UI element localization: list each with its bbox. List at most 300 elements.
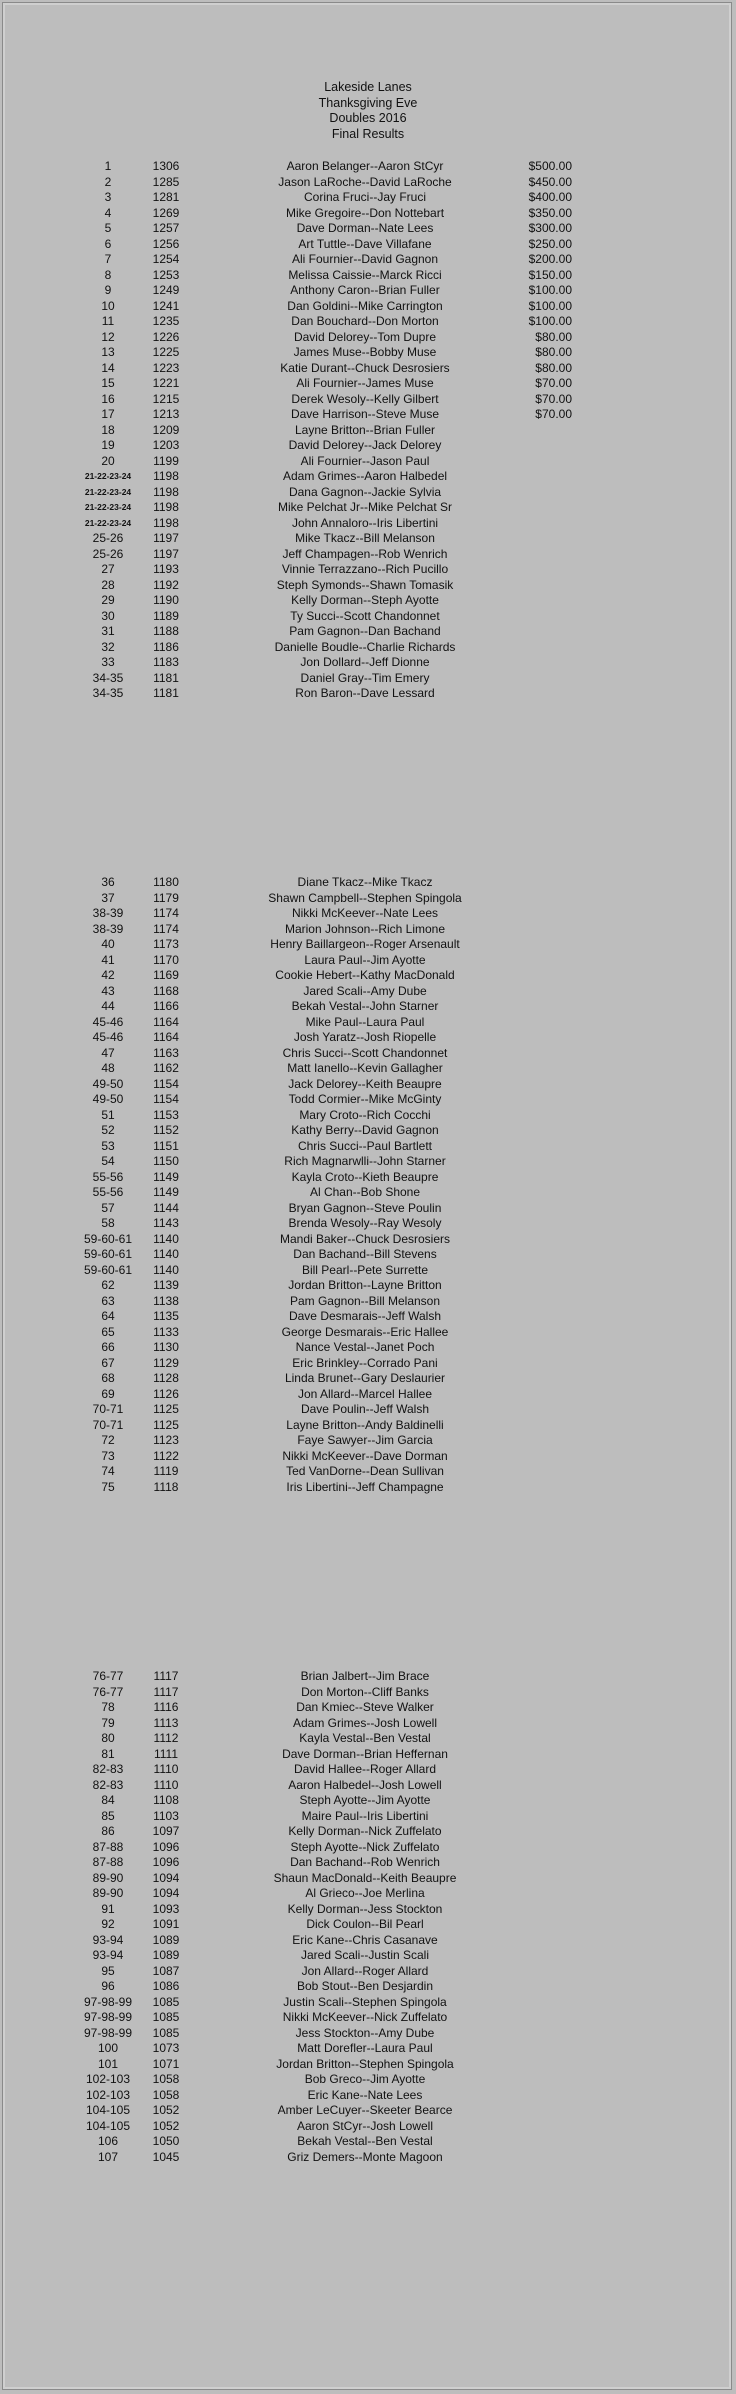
venue-name: Lakeside Lanes — [324, 80, 412, 94]
score-cell: 1162 — [153, 1061, 179, 1075]
place-cell: 41 — [101, 952, 115, 967]
result-row — [0, 953, 736, 969]
score-cell: 1306 — [152, 159, 180, 173]
place-cell: 21-22-23-24 — [84, 502, 132, 512]
place-cell: 65 — [101, 1324, 115, 1339]
place-cell: 102-103 — [85, 2087, 131, 2102]
score-cell: 1058 — [152, 2087, 180, 2102]
score-cell: 1198 — [153, 469, 179, 483]
place-cell: 58 — [101, 1216, 115, 1230]
team-names-cell: Bob Stout--Ben Desjardin — [296, 1979, 434, 1993]
result-row — [0, 547, 736, 563]
place-cell: 40 — [101, 937, 115, 951]
place-cell: 67 — [101, 1355, 115, 1370]
team-names-cell: Adam Grimes--Josh Lowell — [292, 1715, 438, 1730]
result-row — [0, 1824, 736, 1840]
result-row — [0, 1356, 736, 1372]
team-names-cell: Jeff Champagen--Rob Wenrich — [282, 546, 448, 561]
score-cell: 1188 — [153, 624, 179, 638]
team-names-cell: Mike Tkacz--Bill Melanson — [295, 531, 435, 545]
result-row — [0, 485, 736, 501]
score-cell: 1110 — [153, 1762, 179, 1776]
score-cell: 1125 — [153, 1402, 179, 1416]
result-row — [0, 1185, 736, 1201]
team-names-cell: Kelly Dorman--Nick Zuffelato — [288, 1824, 442, 1838]
score-cell: 1045 — [152, 2149, 180, 2164]
team-names-cell: Danielle Boudle--Charlie Richards — [274, 639, 456, 654]
score-cell: 1085 — [152, 2025, 180, 2040]
place-cell: 78 — [101, 1700, 115, 1714]
team-names-cell: Dick Coulon--Bil Pearl — [306, 1917, 424, 1931]
score-cell: 1197 — [153, 531, 179, 545]
place-cell: 66 — [101, 1340, 115, 1354]
place-cell: 12 — [101, 329, 115, 344]
result-row — [0, 2150, 736, 2166]
team-names-cell: Katie Durant--Chuck Desrosiers — [280, 360, 450, 375]
result-row — [0, 1700, 736, 1716]
score-cell: 1089 — [152, 1932, 180, 1947]
place-cell: 80 — [101, 1731, 115, 1745]
place-cell: 3 — [104, 190, 112, 204]
place-cell: 55-56 — [92, 1169, 124, 1184]
result-row — [0, 1948, 736, 1964]
score-cell: 1285 — [152, 174, 180, 189]
place-cell: 36 — [101, 875, 115, 889]
score-cell: 1133 — [153, 1324, 179, 1339]
place-cell: 64 — [101, 1309, 115, 1323]
result-row — [0, 1278, 736, 1294]
result-row — [0, 1793, 736, 1809]
result-row — [0, 1030, 736, 1046]
result-row — [0, 1154, 736, 1170]
result-row — [0, 376, 736, 392]
score-cell: 1198 — [153, 500, 179, 514]
team-names-cell: Ron Baron--Dave Lessard — [295, 686, 435, 700]
team-names-cell: Ty Succi--Scott Chandonnet — [290, 608, 440, 623]
score-cell: 1113 — [153, 1715, 179, 1730]
result-row — [0, 906, 736, 922]
place-cell: 63 — [101, 1293, 115, 1308]
score-cell: 1143 — [153, 1216, 179, 1230]
team-names-cell: Jordan Britton--Stephen Spingola — [276, 2056, 454, 2071]
place-cell: 68 — [101, 1371, 115, 1385]
place-cell: 54 — [101, 1154, 115, 1168]
result-row — [0, 206, 736, 222]
place-cell: 82-83 — [92, 1762, 124, 1776]
place-cell: 38-39 — [92, 921, 124, 936]
team-names-cell: Pam Gagnon--Bill Melanson — [289, 1293, 441, 1308]
place-cell: 5 — [104, 221, 112, 235]
score-cell: 1189 — [153, 608, 179, 623]
team-names-cell: Aaron StCyr--Josh Lowell — [296, 2118, 434, 2133]
score-cell: 1122 — [153, 1448, 179, 1463]
team-names-cell: Nikki McKeever--Dave Dorman — [282, 1448, 448, 1463]
place-cell: 49-50 — [92, 1076, 124, 1091]
result-row — [0, 1902, 736, 1918]
place-cell: 100 — [97, 2041, 119, 2055]
place-cell: 21-22-23-24 — [84, 486, 132, 497]
place-cell: 91 — [101, 1901, 115, 1916]
score-cell: 1097 — [152, 1824, 180, 1838]
team-names-cell: Dan Bachand--Bill Stevens — [293, 1247, 437, 1261]
score-cell: 1087 — [152, 1963, 180, 1978]
score-cell: 1050 — [152, 2134, 180, 2148]
place-cell: 76-77 — [92, 1684, 124, 1699]
team-names-cell: Jordan Britton--Layne Britton — [288, 1278, 442, 1292]
result-row — [0, 1747, 736, 1763]
place-cell: 48 — [101, 1061, 115, 1075]
place-cell: 59-60-61 — [83, 1231, 133, 1246]
result-row — [0, 1015, 736, 1031]
team-names-cell: Bryan Gagnon--Steve Poulin — [288, 1200, 442, 1215]
place-cell: 87-88 — [92, 1855, 124, 1869]
score-cell: 1281 — [152, 190, 180, 204]
result-row — [0, 1387, 736, 1403]
prize-cell: $100.00 — [528, 283, 572, 297]
team-names-cell: Griz Demers--Monte Magoon — [287, 2149, 443, 2164]
place-cell: 70-71 — [92, 1402, 124, 1416]
team-names-cell: Dan Bouchard--Don Morton — [291, 314, 439, 328]
score-cell: 1235 — [152, 314, 180, 328]
prize-cell: $250.00 — [528, 236, 572, 251]
result-row — [0, 1464, 736, 1480]
result-row — [0, 531, 736, 547]
place-cell: 10 — [101, 298, 115, 313]
score-cell: 1118 — [153, 1479, 179, 1494]
result-row — [0, 1201, 736, 1217]
score-cell: 1138 — [153, 1293, 179, 1308]
result-row — [0, 624, 736, 640]
result-row — [0, 361, 736, 377]
result-row — [0, 2134, 736, 2150]
result-row — [0, 175, 736, 191]
team-names-cell: Adam Grimes--Aaron Halbedel — [282, 469, 448, 483]
team-names-cell: Shaun MacDonald--Keith Beaupre — [273, 1870, 457, 1885]
result-row — [0, 2072, 736, 2088]
place-cell: 97-98-99 — [83, 2010, 133, 2024]
score-cell: 1183 — [153, 655, 179, 669]
team-names-cell: Don Morton--Cliff Banks — [301, 1684, 429, 1699]
result-row — [0, 578, 736, 594]
result-row — [0, 283, 736, 299]
place-cell: 1 — [104, 159, 112, 173]
score-cell: 1112 — [153, 1731, 179, 1745]
score-cell: 1085 — [152, 2010, 180, 2024]
result-row — [0, 330, 736, 346]
place-cell: 20 — [101, 453, 115, 468]
result-row — [0, 252, 736, 268]
place-cell: 106 — [97, 2134, 119, 2148]
place-cell: 8 — [104, 267, 112, 282]
place-cell: 34-35 — [92, 670, 124, 685]
place-cell: 53 — [101, 1138, 115, 1153]
place-cell: 42 — [101, 968, 115, 982]
place-cell: 2 — [104, 174, 112, 189]
result-row — [0, 1139, 736, 1155]
score-cell: 1150 — [153, 1154, 179, 1168]
result-row — [0, 1809, 736, 1825]
result-row — [0, 454, 736, 470]
result-row — [0, 891, 736, 907]
team-names-cell: Dave Dorman--Brian Heffernan — [282, 1746, 448, 1761]
result-row — [0, 562, 736, 578]
score-cell: 1192 — [153, 577, 179, 592]
score-cell: 1213 — [152, 407, 180, 421]
score-cell: 1058 — [152, 2072, 180, 2086]
result-row — [0, 1216, 736, 1232]
result-row — [0, 1917, 736, 1933]
score-cell: 1186 — [153, 639, 179, 654]
result-row — [0, 1840, 736, 1856]
team-names-cell: Derek Wesoly--Kelly Gilbert — [291, 391, 439, 406]
result-row — [0, 2041, 736, 2057]
team-names-cell: Linda Brunet--Gary Deslaurier — [284, 1371, 446, 1385]
event-year: Doubles 2016 — [329, 111, 407, 125]
place-cell: 69 — [101, 1386, 115, 1401]
score-cell: 1199 — [153, 453, 179, 468]
result-row — [0, 159, 736, 175]
team-names-cell: Laura Paul--Jim Ayotte — [304, 952, 426, 967]
result-row — [0, 221, 736, 237]
result-row — [0, 2010, 736, 2026]
score-cell: 1226 — [152, 329, 180, 344]
score-cell: 1256 — [152, 236, 180, 251]
score-cell: 1181 — [153, 686, 179, 700]
result-row — [0, 968, 736, 984]
results-block-3 — [0, 1669, 736, 2165]
place-cell: 49-50 — [92, 1092, 124, 1106]
place-cell: 45-46 — [92, 1014, 124, 1029]
team-names-cell: Dave Poulin--Jeff Walsh — [300, 1402, 430, 1416]
result-row — [0, 1170, 736, 1186]
team-names-cell: Steph Ayotte--Jim Ayotte — [299, 1793, 431, 1807]
score-cell: 1164 — [153, 1014, 179, 1029]
place-cell: 82-83 — [92, 1777, 124, 1792]
result-row — [0, 1716, 736, 1732]
results-block-1 — [0, 159, 736, 702]
team-names-cell: Jared Scali--Amy Dube — [303, 983, 427, 998]
score-cell: 1241 — [152, 298, 180, 313]
place-cell: 89-90 — [92, 1886, 124, 1900]
team-names-cell: Mike Gregoire--Don Nottebart — [285, 205, 445, 220]
team-names-cell: James Muse--Bobby Muse — [293, 345, 437, 359]
score-cell: 1168 — [153, 983, 179, 998]
team-names-cell: Dan Goldini--Mike Carrington — [287, 298, 443, 313]
place-cell: 74 — [101, 1464, 115, 1478]
place-cell: 73 — [101, 1448, 115, 1463]
place-cell: 17 — [101, 407, 115, 421]
score-cell: 1170 — [153, 952, 179, 967]
result-row — [0, 407, 736, 423]
score-cell: 1052 — [152, 2118, 180, 2133]
team-names-cell: Kayla Vestal--Ben Vestal — [299, 1731, 431, 1745]
result-row — [0, 423, 736, 439]
result-row — [0, 2088, 736, 2104]
team-names-cell: Jess Stockton--Amy Dube — [295, 2025, 435, 2040]
team-names-cell: Henry Baillargeon--Roger Arsenault — [270, 937, 460, 951]
event-name: Thanksgiving Eve — [318, 95, 418, 110]
place-cell: 81 — [101, 1746, 115, 1761]
score-cell: 1180 — [153, 875, 179, 889]
place-cell: 38-39 — [92, 906, 124, 920]
result-row — [0, 1418, 736, 1434]
score-cell: 1169 — [153, 968, 179, 982]
team-names-cell: Faye Sawyer--Jim Garcia — [297, 1433, 433, 1447]
place-cell: 79 — [101, 1715, 115, 1730]
score-cell: 1225 — [152, 345, 180, 359]
score-cell: 1125 — [153, 1417, 179, 1432]
team-names-cell: Steph Symonds--Shawn Tomasik — [276, 577, 454, 592]
team-names-cell: Todd Cormier--Mike McGinty — [288, 1092, 442, 1106]
score-cell: 1091 — [152, 1917, 180, 1931]
team-names-cell: Marion Johnson--Rich Limone — [284, 921, 446, 936]
team-names-cell: Kathy Berry--David Gagnon — [291, 1123, 439, 1137]
score-cell: 1130 — [153, 1340, 179, 1354]
score-cell: 1117 — [153, 1669, 179, 1683]
prize-cell: $70.00 — [535, 376, 572, 390]
result-row — [0, 1762, 736, 1778]
score-cell: 1071 — [152, 2056, 180, 2071]
prize-cell: $70.00 — [535, 391, 572, 406]
team-names-cell: George Desmarais--Eric Hallee — [281, 1324, 449, 1339]
team-names-cell: Bill Pearl--Pete Surrette — [301, 1262, 429, 1277]
prize-cell: $100.00 — [528, 298, 572, 313]
score-cell: 1149 — [153, 1185, 179, 1199]
place-cell: 62 — [101, 1278, 115, 1292]
prize-cell: $150.00 — [528, 267, 572, 282]
place-cell: 97-98-99 — [83, 1994, 133, 2009]
result-row — [0, 392, 736, 408]
team-names-cell: Dave Dorman--Nate Lees — [296, 221, 434, 235]
place-cell: 34-35 — [92, 686, 124, 700]
team-names-cell: Pam Gagnon--Dan Bachand — [289, 624, 441, 638]
team-names-cell: David Delorey--Tom Dupre — [293, 329, 437, 344]
team-names-cell: Nikki McKeever--Nate Lees — [291, 906, 439, 920]
score-cell: 1052 — [152, 2103, 180, 2117]
result-row — [0, 1092, 736, 1108]
score-cell: 1152 — [153, 1123, 179, 1137]
result-row — [0, 1108, 736, 1124]
result-row — [0, 268, 736, 284]
score-cell: 1093 — [152, 1901, 180, 1916]
place-cell: 76-77 — [92, 1669, 124, 1683]
score-cell: 1223 — [152, 360, 180, 375]
result-row — [0, 190, 736, 206]
result-row — [0, 1263, 736, 1279]
prize-cell: $400.00 — [528, 190, 572, 204]
score-cell: 1181 — [153, 670, 179, 685]
score-cell: 1089 — [152, 1948, 180, 1962]
place-cell: 25-26 — [92, 531, 124, 545]
result-row — [0, 1933, 736, 1949]
team-names-cell: Justin Scali--Stephen Spingola — [283, 1994, 447, 2009]
result-row — [0, 655, 736, 671]
prize-cell: $450.00 — [528, 174, 572, 189]
result-row — [0, 1247, 736, 1263]
result-row — [0, 1995, 736, 2011]
team-names-cell: Melissa Caissie--Marck Ricci — [288, 267, 442, 282]
result-row — [0, 640, 736, 656]
place-cell: 37 — [101, 890, 115, 905]
team-names-cell: Kayla Croto--Kieth Beaupre — [291, 1169, 439, 1184]
place-cell: 84 — [101, 1793, 115, 1807]
team-names-cell: Bekah Vestal--Ben Vestal — [297, 2134, 433, 2148]
result-row — [0, 1402, 736, 1418]
result-row — [0, 686, 736, 702]
score-cell: 1119 — [153, 1464, 179, 1478]
team-names-cell: Aaron Belanger--Aaron StCyr — [286, 159, 444, 173]
place-cell: 14 — [101, 360, 115, 375]
place-cell: 93-94 — [92, 1932, 124, 1947]
place-cell: 92 — [101, 1917, 115, 1931]
team-names-cell: Anthony Caron--Brian Fuller — [290, 283, 440, 297]
result-row — [0, 1061, 736, 1077]
place-cell: 31 — [101, 624, 115, 638]
result-row — [0, 1433, 736, 1449]
team-names-cell: Jack Delorey--Keith Beaupre — [288, 1076, 442, 1091]
place-cell: 9 — [104, 283, 112, 297]
team-names-cell: Bekah Vestal--John Starner — [291, 999, 439, 1013]
result-row — [0, 1855, 736, 1871]
result-row — [0, 314, 736, 330]
score-cell: 1117 — [153, 1684, 179, 1699]
place-cell: 59-60-61 — [83, 1247, 133, 1261]
team-names-cell: Chris Succi--Paul Bartlett — [297, 1138, 433, 1153]
team-names-cell: Brian Jalbert--Jim Brace — [300, 1669, 430, 1683]
result-row — [0, 1340, 736, 1356]
place-cell: 59-60-61 — [83, 1262, 133, 1277]
score-cell: 1174 — [153, 921, 179, 936]
team-names-cell: David Hallee--Roger Allard — [293, 1762, 437, 1776]
place-cell: 7 — [104, 252, 112, 266]
score-cell: 1123 — [153, 1433, 179, 1447]
team-names-cell: Ali Fournier--Jason Paul — [300, 453, 430, 468]
prize-cell: $80.00 — [535, 345, 572, 359]
place-cell: 19 — [101, 438, 115, 452]
place-cell: 45-46 — [92, 1030, 124, 1044]
result-row — [0, 1480, 736, 1496]
prize-cell: $100.00 — [528, 314, 572, 328]
score-cell: 1140 — [153, 1247, 179, 1261]
place-cell: 72 — [101, 1433, 115, 1447]
score-cell: 1094 — [152, 1886, 180, 1900]
place-cell: 25-26 — [92, 546, 124, 561]
team-names-cell: Dana Gagnon--Jackie Sylvia — [288, 484, 442, 499]
score-cell: 1111 — [153, 1746, 179, 1761]
result-row — [0, 1325, 736, 1341]
result-row — [0, 1123, 736, 1139]
result-row — [0, 1685, 736, 1701]
place-cell: 6 — [104, 236, 112, 251]
result-row — [0, 438, 736, 454]
result-row — [0, 2103, 736, 2119]
score-cell: 1153 — [153, 1107, 179, 1122]
team-names-cell: Jared Scali--Justin Scali — [300, 1948, 430, 1962]
place-cell: 33 — [101, 655, 115, 669]
team-names-cell: Dave Desmarais--Jeff Walsh — [288, 1309, 442, 1323]
team-names-cell: Dan Kmiec--Steve Walker — [296, 1700, 434, 1714]
team-names-cell: Shawn Campbell--Stephen Spingola — [268, 890, 462, 905]
team-names-cell: Ali Fournier--James Muse — [296, 376, 434, 390]
place-cell: 86 — [101, 1824, 115, 1838]
result-row — [0, 299, 736, 315]
result-row — [0, 609, 736, 625]
score-cell: 1154 — [153, 1092, 179, 1106]
place-cell: 15 — [101, 376, 115, 390]
score-cell: 1197 — [153, 546, 179, 561]
team-names-cell: Vinnie Terrazzano--Rich Pucillo — [281, 562, 449, 576]
place-cell: 93-94 — [92, 1948, 124, 1962]
